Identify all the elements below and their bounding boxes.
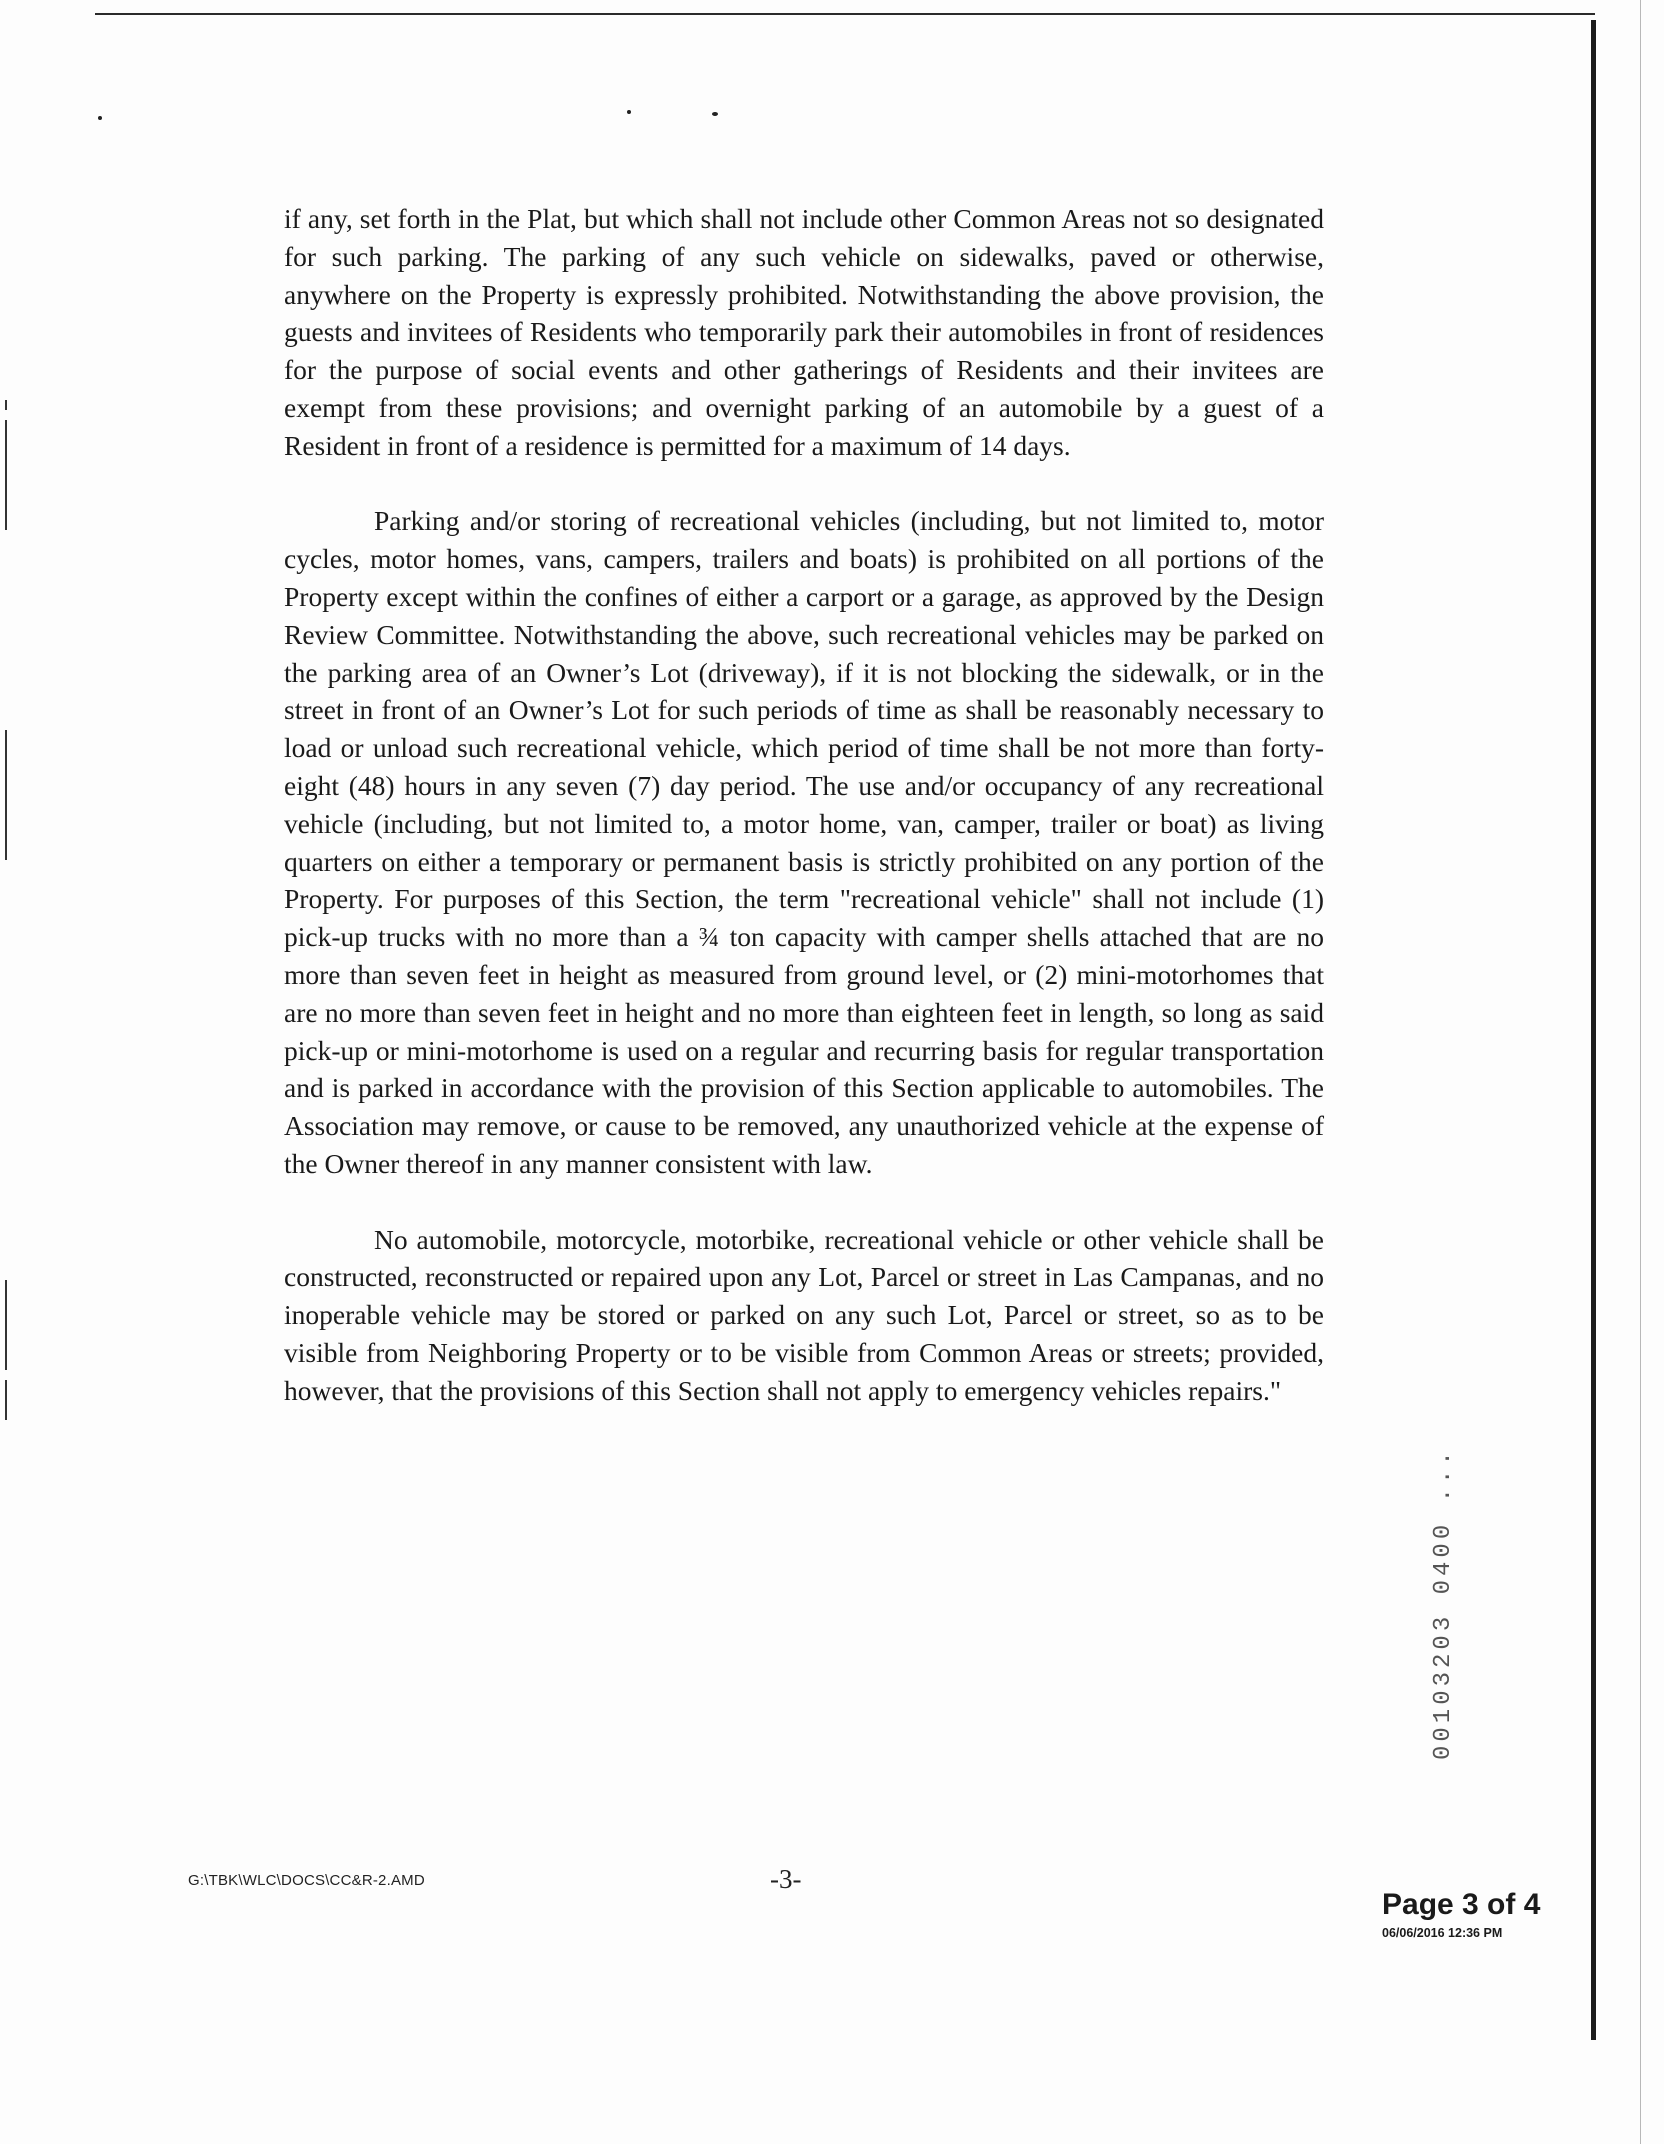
paragraph-continued: if any, set forth in the Plat, but which shall not include other Common Areas not so designated for such parking. The parking of any such vehicle on sidewalks, paved or otherwise, anywhere on the Property is expressly prohibited. Notwithstanding the above provision, the guests and invitees of Residents who temporarily park their automobiles in front of residences for the purpose of social events and other gatherings of Residents and their invitees are exempt from these provisions; and overnight parking of an automobile by a guest of a Resident in front of a residence is permitted for a maximum of 14 days. [284, 203, 1324, 461]
recording-page-label: Page 3 of 4 [1382, 1888, 1541, 1921]
scan-right-edge [1591, 20, 1596, 2040]
recording-number-stamp: 00103203 0400 ... [1430, 1447, 1457, 1760]
scan-right-border [1640, 0, 1641, 2144]
paragraph-vehicle-repairs: No automobile, motorcycle, motorbike, recreational vehicle or other vehicle shall be constructed, reconstructed or repaired upon any Lot, Parcel or street in Las Campanas, and no inoperable vehicle may be stored or parked on any such Lot, Parcel or street, so as to be visible from Neighboring Property or to be visible from Common Areas or streets; provided, however, that the provisions of this Section shall not apply to emergency vehicles repairs." [284, 1223, 1324, 1406]
paragraph-recreational-vehicles: Parking and/or storing of recreational vehicles (including, but not limited to, motor cycles, motor homes, vans, campers, trailers and boats) is prohibited on all portions of the Property except within the confines of either a carport or a garage, as approved by the Design Review Committee. Notwithstanding the above, such recreational vehicles may be parked on the parking area of an Owner’s Lot (driveway), if it is not blocking the sidewalk, or in the street in front of an Owner’s Lot for such periods of time as shall be reasonably necessary to load or unload such recreational vehicle, which period of time shall be not more than forty-eight (48) hours in any seven (7) day period. The use and/or occupancy of any recreational vehicle (including, but not limited to, a motor home, van, camper, trailer or boat) as living quarters on either a temporary or permanent basis is strictly prohibited on any portion of the Property. For purposes of this Section, the term "recreational vehicle" shall not include (1) pick-up trucks with no more than a ¾ ton capacity with camper shells attached that are no more than seven feet in height as measured from ground level, or (2) mini-motorhomes that are no more than seven feet in height and no more than eighteen feet in length, so long as said pick-up or mini-motorhome is used on a regular and recurring basis for regular transportation and is parked in accordance with the provision of this Section applicable to automobiles. The Association may remove, or cause to be removed, any unauthorized vehicle at the expense of the Owner thereof in any manner consistent with law. [284, 505, 1324, 1179]
recording-timestamp: 06/06/2016 12:36 PM [1382, 1926, 1503, 1940]
scan-speck [98, 116, 102, 120]
scan-left-mark [5, 1280, 7, 1370]
body-text [284, 200, 1324, 1447]
footer-file-path: G:\TBK\WLC\DOCS\CC&R-2.AMD [188, 1872, 425, 1889]
scan-left-mark [5, 400, 7, 410]
footer-page-number: -3- [770, 1864, 802, 1894]
scan-left-mark [5, 1380, 7, 1420]
scan-top-edge [95, 13, 1595, 15]
scan-speck [627, 110, 631, 114]
scan-speck [712, 112, 718, 116]
scan-left-mark [5, 730, 7, 860]
scan-left-mark [5, 420, 7, 530]
